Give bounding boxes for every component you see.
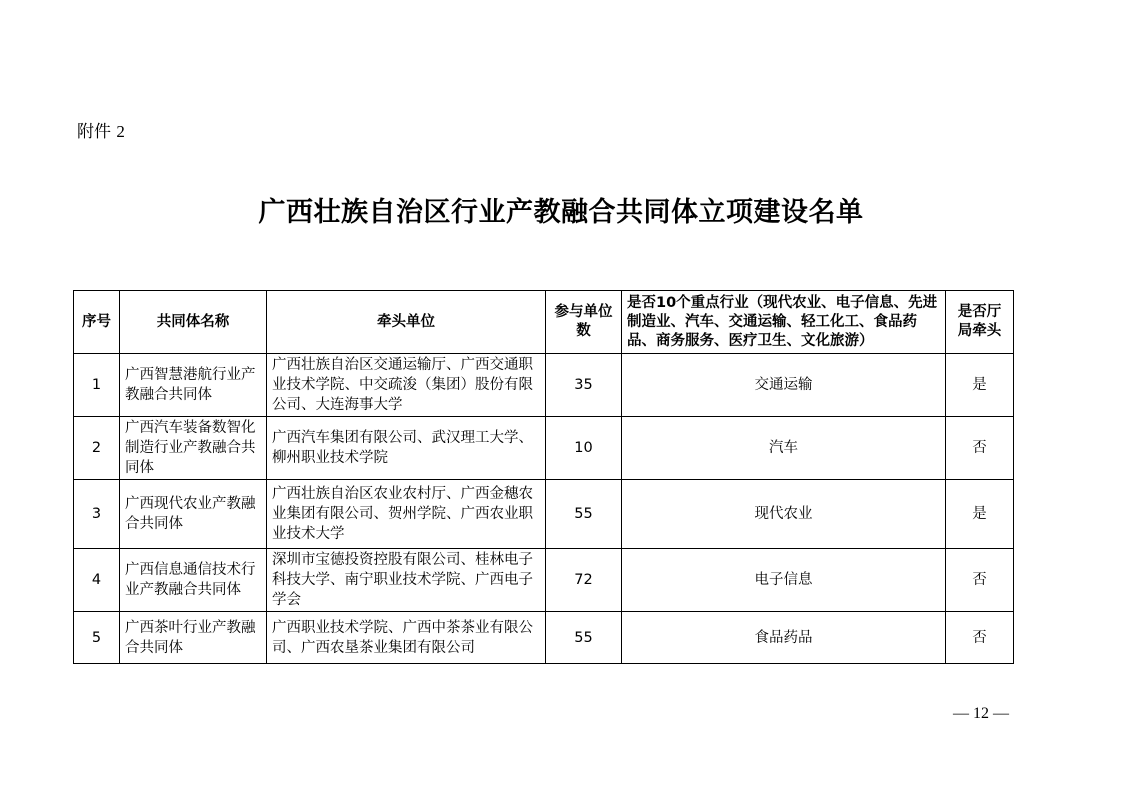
cell-seq: 3	[74, 480, 120, 549]
table-row	[74, 549, 1014, 612]
cell-members: 72	[546, 549, 622, 612]
page-number: — 12 —	[953, 705, 1009, 722]
cell-seq: 2	[74, 417, 120, 480]
cell-lead: 广西壮族自治区农业农村厅、广西金穗农业集团有限公司、贺州学院、广西农业职业技术大学	[267, 480, 546, 549]
cell-lead: 深圳市宝德投资控股有限公司、桂林电子科技大学、南宁职业技术学院、广西电子学会	[267, 549, 546, 612]
cell-bureau: 否	[946, 612, 1014, 664]
attachment-number: 2	[116, 122, 125, 141]
cell-lead: 广西职业技术学院、广西中茶茶业有限公司、广西农垦茶业集团有限公司	[267, 612, 546, 664]
project-list-table	[73, 290, 1014, 664]
cell-seq: 5	[74, 612, 120, 664]
table-row	[74, 480, 1014, 549]
header-lead: 牵头单位	[267, 291, 546, 354]
header-bureau: 是否厅局牵头	[946, 291, 1014, 354]
document-title: 广西壮族自治区行业产教融合共同体立项建设名单	[258, 197, 864, 228]
cell-lead: 广西壮族自治区交通运输厅、广西交通职业技术学院、中交疏浚（集团）股份有限公司、大连海事大学	[267, 354, 546, 417]
cell-industry: 交通运输	[622, 354, 946, 417]
cell-industry: 汽车	[622, 417, 946, 480]
table-row	[74, 417, 1014, 480]
cell-name: 广西智慧港航行业产教融合共同体	[120, 354, 267, 417]
cell-seq: 1	[74, 354, 120, 417]
cell-name: 广西茶叶行业产教融合共同体	[120, 612, 267, 664]
cell-bureau: 否	[946, 549, 1014, 612]
cell-members: 55	[546, 612, 622, 664]
cell-seq: 4	[74, 549, 120, 612]
cell-members: 55	[546, 480, 622, 549]
table-header-row	[74, 291, 1014, 354]
table-row	[74, 612, 1014, 664]
header-name: 共同体名称	[120, 291, 267, 354]
attachment-label	[77, 117, 125, 142]
cell-industry: 电子信息	[622, 549, 946, 612]
header-industry: 是否10个重点行业（现代农业、电子信息、先进制造业、汽车、交通运输、轻工化工、食品药品、商务服务、医疗卫生、文化旅游）	[622, 291, 946, 354]
cell-bureau: 否	[946, 417, 1014, 480]
cell-members: 35	[546, 354, 622, 417]
header-seq: 序号	[74, 291, 120, 354]
table-row	[74, 354, 1014, 417]
cell-bureau: 是	[946, 354, 1014, 417]
cell-name: 广西汽车装备数智化制造行业产教融合共同体	[120, 417, 267, 480]
cell-name: 广西信息通信技术行业产教融合共同体	[120, 549, 267, 612]
cell-industry: 食品药品	[622, 612, 946, 664]
cell-bureau: 是	[946, 480, 1014, 549]
cell-industry: 现代农业	[622, 480, 946, 549]
cell-members: 10	[546, 417, 622, 480]
cell-lead: 广西汽车集团有限公司、武汉理工大学、柳州职业技术学院	[267, 417, 546, 480]
cell-name: 广西现代农业产教融合共同体	[120, 480, 267, 549]
header-members: 参与单位数	[546, 291, 622, 354]
attachment-label-text: 附件	[77, 122, 111, 142]
